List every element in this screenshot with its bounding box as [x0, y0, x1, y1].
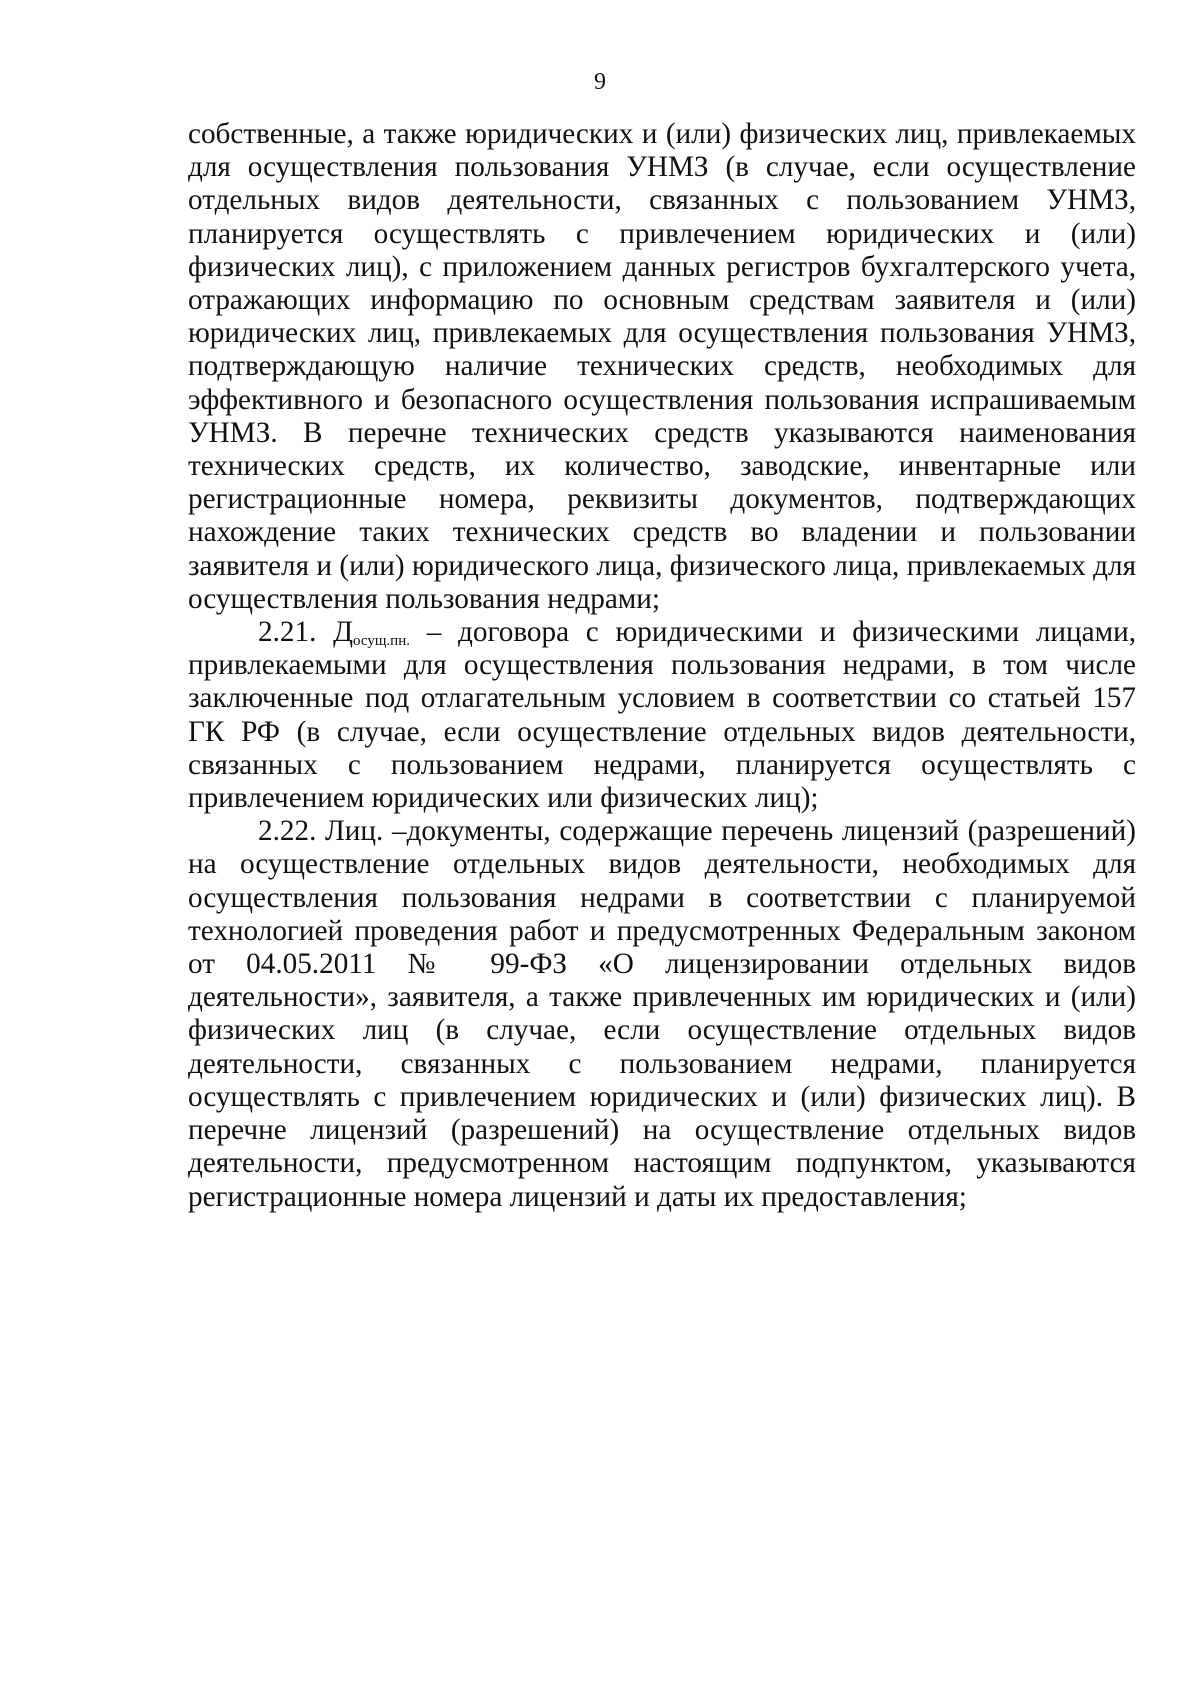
- item-number: 2.21.: [258, 616, 317, 649]
- page-number: 9: [594, 69, 606, 95]
- item-symbol: Д: [333, 616, 354, 649]
- paragraph-item-2-21: [188, 616, 1136, 815]
- item-text: Лиц. –документы, содержащие перечень лицензий (разрешений) на осуществление отдельных видов деятельности, необходимых для осуществления пользования недрами в соответствии с планируемой технологией проведения работ и предусмотренных Федеральным законом от 04.05.2011 № 99-ФЗ «О лицензировании отдельных видов деятельности», заявителя, а также привлеченных им юридических и (или) физических лиц (в случае, если осуществление отдельных видов деятельности, связанных с пользованием недрами, планируется осуществлять с привлечением юридических и (или) физических лиц). В перечне лицензий (разрешений) на осуществление отдельных видов деятельности, предусмотренном настоящим подпунктом, указываются регистрационные номера лицензий и даты их предоставления;: [188, 815, 1137, 1213]
- paragraph-continuation: собственные, а также юридических и (или) физических лиц, привлекаемых для осуществления пользования УНМЗ (в случае, если осуществление отдельных видов деятельности, связанных с пользованием УНМЗ, планируется осуществлять с привлечением юридических и (или) физических лиц), с приложением данных регистров бухгалтерского учета, отражающих информацию по основным средствам заявителя и (или) юридических лиц, привлекаемых для осуществления пользования УНМЗ, подтверждающую наличие технических средств, необходимых для эффективного и безопасного осуществления пользования испрашиваемым УНМЗ. В перечне технических средств указываются наименования технических средств, их количество, заводские, инвентарные или регистрационные номера, реквизиты документов, подтверждающих нахождение таких технических средств во владении и пользовании заявителя и (или) юридического лица, физического лица, привлекаемых для осуществления пользования недрами;: [188, 118, 1136, 615]
- item-number: 2.22.: [258, 815, 317, 848]
- item-symbol-subscript: осущ.пн.: [353, 633, 410, 650]
- document-body: [188, 118, 1136, 1214]
- paragraph-item-2-22: [188, 815, 1136, 1213]
- item-text: – договора с юридическими и физическими лицами, привлекаемыми для осуществления пользования недрами, в том числе заключенные под отлагательным условием в соответствии со статьей 157 ГК РФ (в случае, если осуществление отдельных видов деятельности, связанных с пользованием недрами, планируется осуществлять с привлечением юридических или физических лиц);: [188, 616, 1137, 815]
